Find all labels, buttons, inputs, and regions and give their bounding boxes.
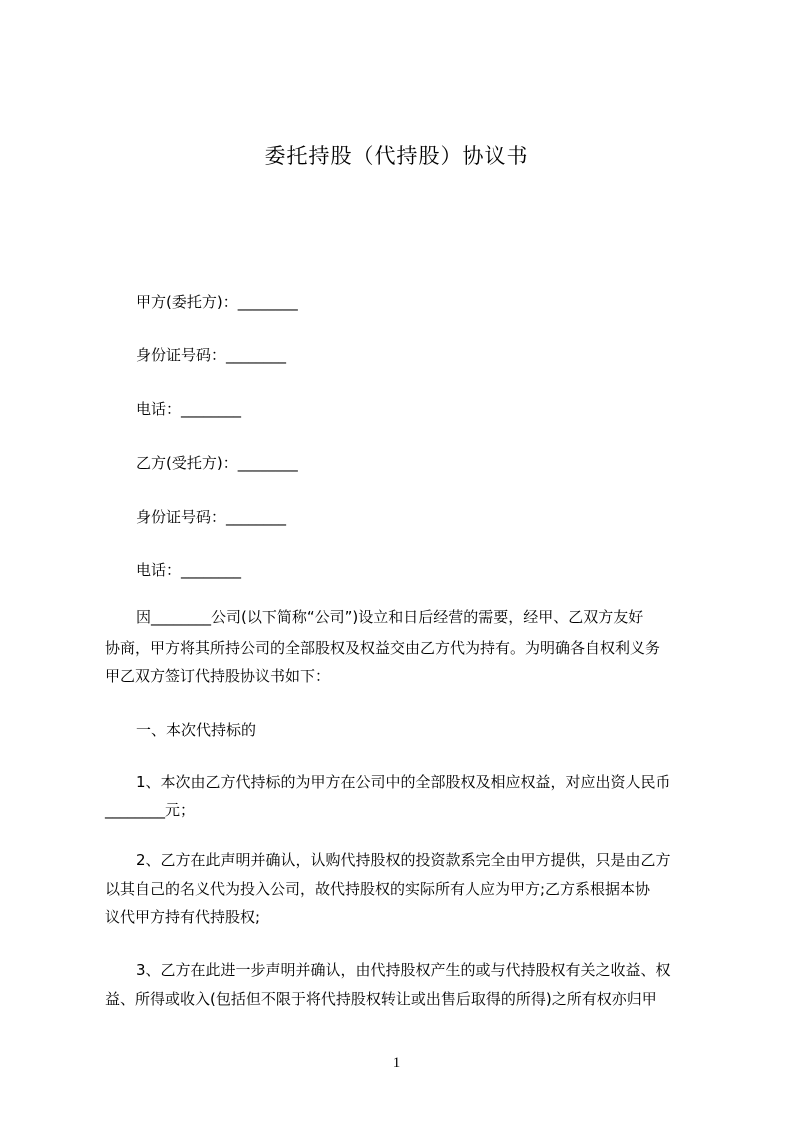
clause-line: 1、本次由乙方代持标的为甲方在公司中的全部股权及相应权益，对应出资人民币 — [136, 773, 671, 791]
section-heading: 一、本次代持标的 — [136, 721, 257, 739]
party-b-phone-field: 电话：________ — [136, 561, 242, 579]
intro-line: 甲乙双方签订代持股协议书如下： — [105, 667, 331, 685]
intro-line: 因________公司(以下简称“公司”)设立和日后经营的需要，经甲、乙双方友好 — [136, 608, 644, 626]
party-a-phone-field: 电话：________ — [136, 400, 242, 418]
clause-line: 2、乙方在此声明并确认，认购代持股权的投资款系完全由甲方提供，只是由乙方 — [136, 851, 671, 869]
clause-line: 益、所得或收入(包括但不限于将代持股权转让或出售后取得的所得)之所有权亦归甲 — [105, 990, 657, 1008]
party-b-id-field: 身份证号码：________ — [136, 508, 287, 526]
party-a-id-field: 身份证号码：________ — [136, 346, 287, 364]
clause-line: 议代甲方持有代持股权; — [105, 908, 261, 926]
clause-line: 3、乙方在此进一步声明并确认，由代持股权产生的或与代持股权有关之收益、权 — [136, 961, 671, 979]
party-a-field: 甲方(委托方)：________ — [136, 293, 298, 311]
intro-line: 协商，甲方将其所持公司的全部股权及权益交由乙方代为持有。为明确各自权利义务 — [105, 639, 661, 657]
document-title: 委托持股（代持股）协议书 — [264, 144, 529, 168]
party-b-field: 乙方(受托方)：________ — [136, 454, 298, 472]
page-number: 1 — [392, 1055, 401, 1071]
clause-line: ________元； — [105, 801, 196, 819]
clause-line: 以其自己的名义代为投入公司，故代持股权的实际所有人应为甲方;乙方系根据本协 — [105, 880, 651, 898]
